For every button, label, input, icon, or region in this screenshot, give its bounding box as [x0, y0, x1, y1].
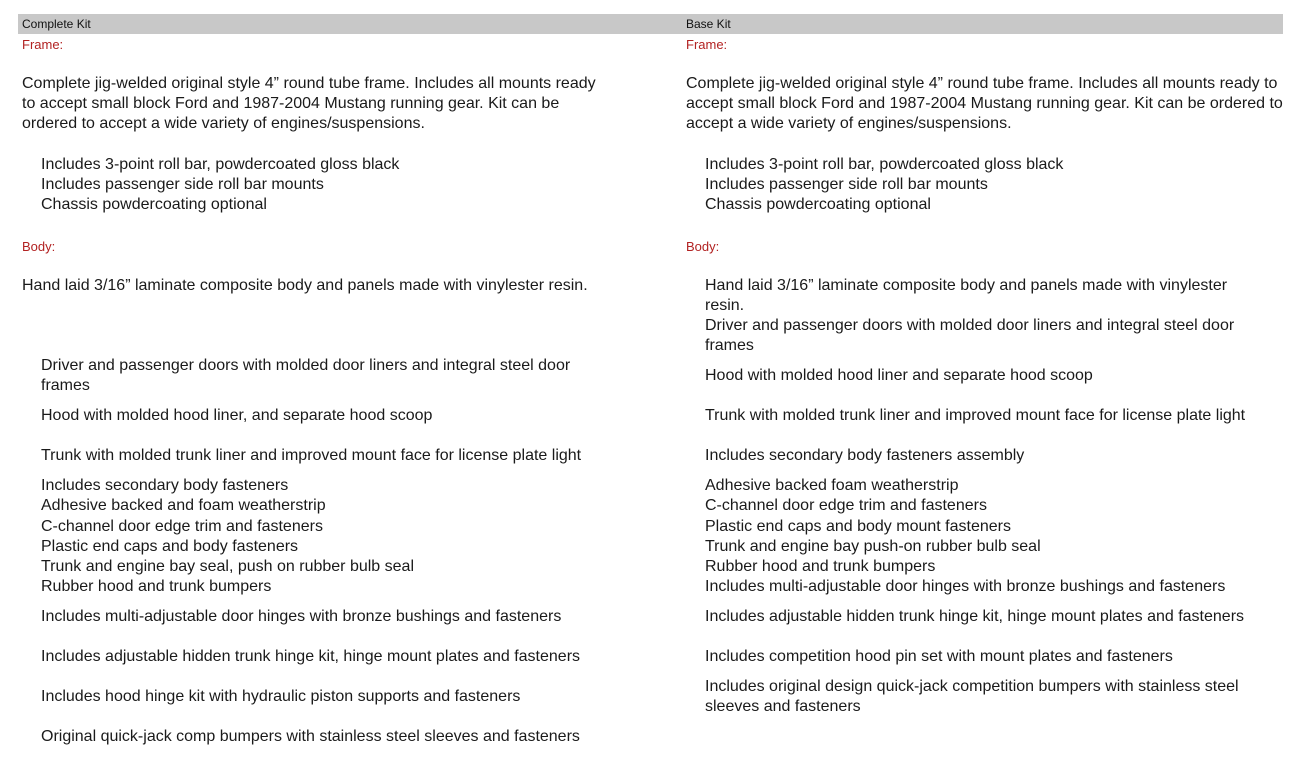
base-kit-title: Base Kit — [686, 17, 731, 31]
list-item: Includes adjustable hidden trunk hinge kit, hinge mount plates and fasteners — [705, 608, 1245, 625]
list-item: Hood with molded hood liner and separate hood scoop — [705, 367, 1093, 384]
list-item: C-channel door edge trim and fasteners — [705, 497, 987, 514]
complete-frame-label: Frame: — [22, 37, 64, 52]
list-item: Includes adjustable hidden trunk hinge kit, hinge mount plates and fasteners — [41, 648, 581, 665]
complete-body-description: Hand laid 3/16” laminate composite body and panels made with vinylester resin. — [22, 277, 588, 294]
column-header-bar — [18, 14, 1283, 34]
list-item: Includes secondary body fasteners assembly — [705, 447, 1025, 464]
base-frame-label: Frame: — [686, 37, 728, 52]
base-frame-description: Complete jig-welded original style 4” round tube frame. Includes all mounts ready to accept small block Ford and 1987-2004 Mustang running gear. Kit can be ordered to accept a wide variety of engines/suspensions. — [686, 75, 1283, 133]
list-item: Rubber hood and trunk bumpers — [705, 558, 936, 575]
complete-frame-description: Complete jig-welded original style 4” round tube frame. Includes all mounts ready to accept small block Ford and 1987-2004 Mustang running gear. Kit can be ordered to accept a wide variety of engines/suspensions. — [22, 75, 596, 133]
list-item: C-channel door edge trim and fasteners — [41, 518, 323, 535]
list-item: Includes passenger side roll bar mounts — [41, 176, 324, 193]
list-item: Includes multi-adjustable door hinges with bronze bushings and fasteners — [705, 578, 1226, 595]
list-item: Includes secondary body fasteners — [41, 477, 289, 494]
list-item: Plastic end caps and body fasteners — [41, 538, 299, 555]
list-item: Rubber hood and trunk bumpers — [41, 578, 272, 595]
list-item: Adhesive backed foam weatherstrip — [705, 477, 959, 494]
base-body-label: Body: — [686, 239, 720, 254]
complete-body-label: Body: — [22, 239, 56, 254]
list-item: Adhesive backed and foam weatherstrip — [41, 497, 326, 514]
list-item: Original quick-jack comp bumpers with stainless steel sleeves and fasteners — [41, 728, 580, 745]
list-item: Includes 3-point roll bar, powdercoated gloss black — [705, 156, 1064, 173]
list-item: Hood with molded hood liner, and separate hood scoop — [41, 407, 433, 424]
list-item: Hand laid 3/16” laminate composite body and panels made with vinylester resin. — [705, 277, 1228, 315]
list-item: Includes hood hinge kit with hydraulic piston supports and fasteners — [41, 688, 521, 705]
list-item: Includes original design quick-jack competition bumpers with stainless steel sleeves and fasteners — [705, 678, 1239, 716]
list-item: Driver and passenger doors with molded door liners and integral steel door frames — [705, 317, 1235, 355]
list-item: Chassis powdercoating optional — [41, 196, 267, 213]
list-item: Driver and passenger doors with molded door liners and integral steel door frames — [41, 357, 571, 395]
list-item: Trunk with molded trunk liner and improved mount face for license plate light — [41, 447, 582, 464]
list-item: Includes 3-point roll bar, powdercoated gloss black — [41, 156, 400, 173]
list-item: Includes multi-adjustable door hinges with bronze bushings and fasteners — [41, 608, 562, 625]
list-item: Includes passenger side roll bar mounts — [705, 176, 988, 193]
list-item: Trunk with molded trunk liner and improved mount face for license plate light — [705, 407, 1246, 424]
list-item: Plastic end caps and body mount fasteners — [705, 518, 1011, 535]
list-item: Trunk and engine bay push-on rubber bulb seal — [705, 538, 1041, 555]
list-item: Chassis powdercoating optional — [705, 196, 931, 213]
complete-kit-title: Complete Kit — [22, 17, 91, 31]
list-item: Trunk and engine bay seal, push on rubber bulb seal — [41, 558, 414, 575]
list-item: Includes competition hood pin set with mount plates and fasteners — [705, 648, 1173, 665]
